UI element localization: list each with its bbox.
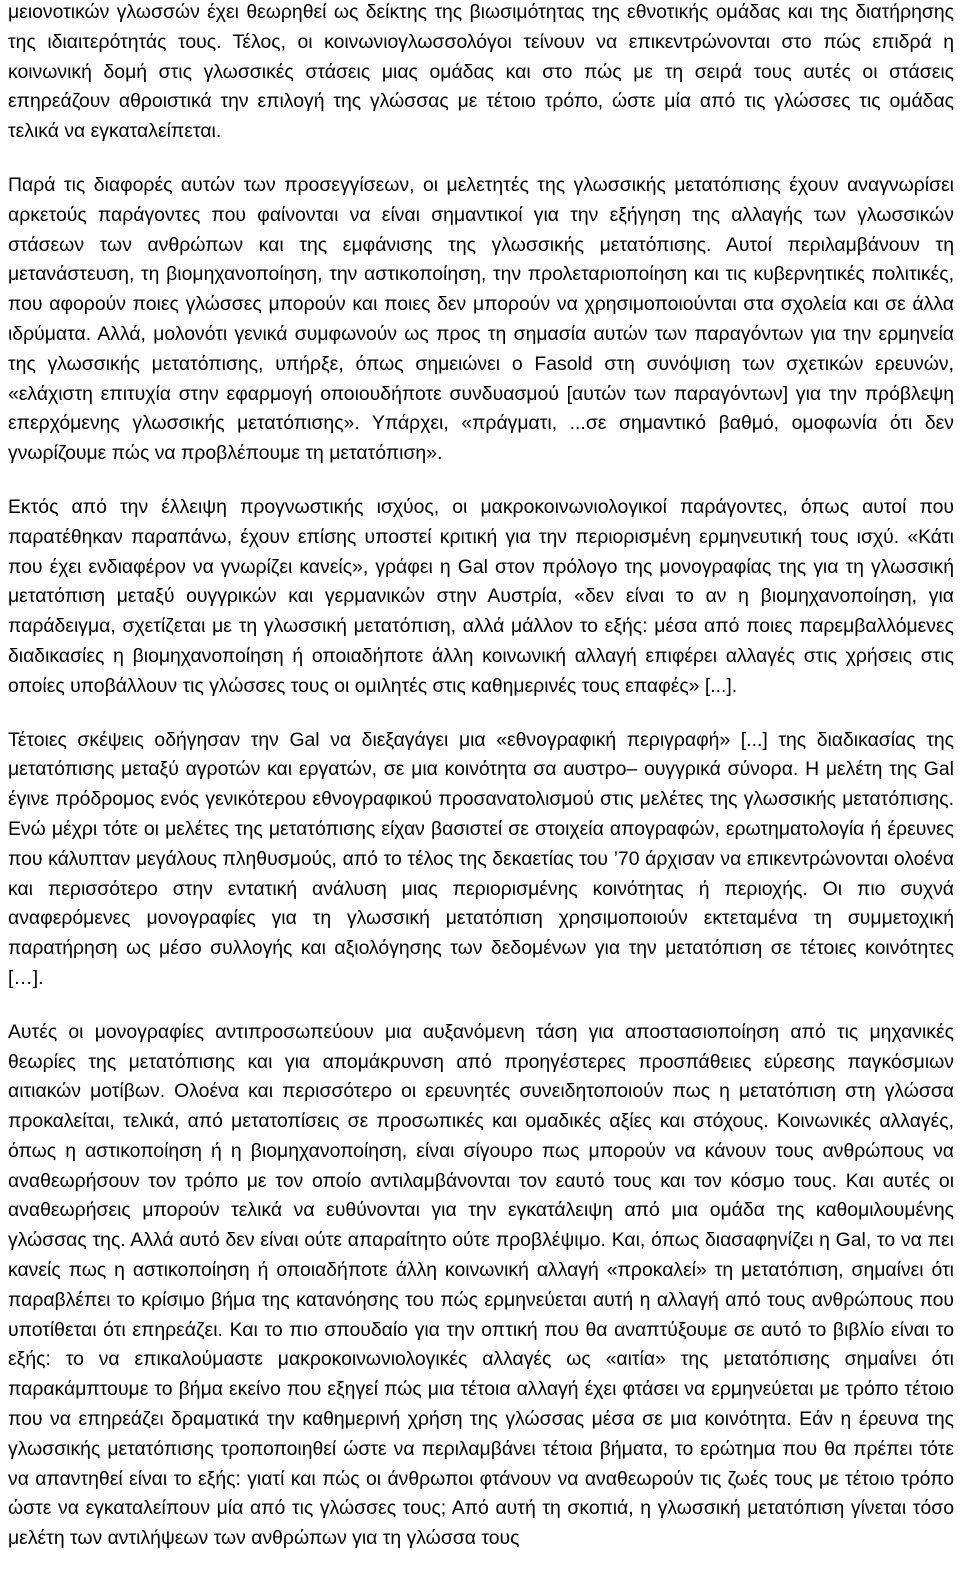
paragraph: Εκτός από την έλλειψη προγνωστικής ισχύος, οι μακροκοινωνιολογικοί παράγοντες, όπως αυτοί που παρατέθηκαν παραπάνω, έχουν επίσης υποστεί κριτική για την περιορισμένη ερμηνευτική τους ισχύ. «Κάτι που έχει ενδιαφέρον να γνωρίζει κανείς», γράφει η Gal στον πρόλογο της μονογραφίας της για τη γλωσσική μετατόπιση μεταξύ ουγγρικών και γερμανικών στην Αυστρία, «δεν είναι το αν η βιομηχανοποίηση, για παράδειγμα, σχετίζεται με τη γλωσσική μετατόπιση, αλλά μάλλον το εξής: μέσα από ποιες παρεμβαλλόμενες διαδικασίες η βιομηχανοποίηση ή οποιαδήποτε άλλη κοινωνική αλλαγή επιφέρει αλλαγές στις χρήσεις στις οποίες υποβάλλουν τις γλώσσες τους οι ομιλητές στις καθημερινές τους επαφές» [...].	[8, 495, 954, 697]
paragraph: Αυτές οι μονογραφίες αντιπροσωπεύουν μια αυξανόμενη τάση για αποστασιοποίηση από τις μηχανικές θεωρίες της μετατόπισης και για απομάκρυνση από προηγέστερες προσπάθειες εύρεσης παγκόσμιων αιτιακών μοτίβων. Ολοένα και περισσότερο οι ερευνητές συνειδητοποιούν πως η μετατόπιση στη γλώσσα προκαλείται, τελικά, από μετατοπίσεις σε προσωπικές και ομαδικές αξίες και στόχους. Κοινωνικές αλλαγές, όπως η αστικοποίηση ή η βιομηχανοποίηση, είναι σίγουρο πως μπορούν να κάνουν τους ανθρώπους να αναθεωρήσουν τον τρόπο με τον οποίο αντιλαμβάνονται τον εαυτό τους και τον κόσμο τους. Και αυτές οι αναθεωρήσεις μπορούν τελικά να ευθύνονται για την εγκατάλειψη από μια ομάδα της καθομιλουμένης γλώσσας της. Αλλά αυτό δεν είναι ούτε απαραίτητο ούτε προβλέψιμο. Και, όπως διασαφηνίζει η Gal, το να πει κανείς πως η αστικοποίηση ή οποιαδήποτε άλλη κοινωνική αλλαγή «προκαλεί» τη μετατόπιση, σημαίνει ότι παραβλέπει το κρίσιμο βήμα της κατανόησης του πώς ερμηνεύεται αυτή η αλλαγή από τους ανθρώπους που υποτίθεται ότι επηρεάζει. Και το πιο σπουδαίο για την οπτική που θα αναπτύξουμε σε αυτό το βιβλίο είναι το εξής: το να επικαλούμαστε μακροκοινωνιολογικές αλλαγές ως «αιτία» της μετατόπισης σημαίνει ότι παρακάμπτουμε το βήμα εκείνο που εξηγεί πώς μια τέτοια αλλαγή έχει φτάσει να ερμηνεύεται με τρόπο τέτοιο που να επηρεάζει δραματικά την καθημερινή χρήση της γλώσσας μέσα σε μια κοινότητα. Εάν η έρευνα της γλωσσικής μετατόπισης τροποποιηθεί ώστε να περιλαμβάνει τέτοια βήματα, το ερώτημα που θα πρέπει τότε να απαντηθεί είναι το εξής: γιατί και πώς οι άνθρωποι φτάνουν να αναθεωρούν τις ζωές τους με τέτοιο τρόπο ώστε να εγκαταλείπουν μία από τις γλώσσες τους; Από αυτή τη σκοπιά, η γλωσσική μετατόπιση γίνεται τόσο μελέτη των αντιλήψεων των ανθρώπων για τη γλώσσα τους	[8, 1020, 954, 1550]
paragraph: Παρά τις διαφορές αυτών των προσεγγίσεων, οι μελετητές της γλωσσικής μετατόπισης έχουν αναγνωρίσει αρκετούς παράγοντες που φαίνονται να είναι σημαντικοί για την εξήγηση της αλλαγής των γλωσσικών στάσεων των ανθρώπων και της εμφάνισης της γλωσσικής μετατόπισης. Αυτοί περιλαμβάνουν τη μετανάστευση, τη βιομηχανοποίηση, την αστικοποίηση, την προλεταριοποίηση και τις κυβερνητικές πολιτικές, που αφορούν ποιες γλώσσες μπορούν και ποιες δεν μπορούν να χρησιμοποιούνται στα σχολεία και σε άλλα ιδρύματα. Αλλά, μολονότι γενικά συμφωνούν ως προς τη σημασία αυτών των παραγόντων για την ερμηνεία της γλωσσικής μετατόπισης, υπήρξε, όπως σημειώνει ο Fasold στη συνόψιση των σχετικών ερευνών, «ελάχιστη επιτυχία στην εφαρμογή οποιουδήποτε συνδυασμού [αυτών των παραγόντων] για την πρόβλεψη επερχόμενης γλωσσικής μετατόπισης». Υπάρχει, «πράγματι, ...σε σημαντικό βαθμό, ομοφωνία ότι δεν γνωρίζουμε πώς να προβλέπουμε τη μετατόπιση».	[8, 173, 954, 465]
document-body	[8, 0, 954, 1578]
paragraph: Τέτοιες σκέψεις οδήγησαν την Gal να διεξαγάγει μια «εθνογραφική περιγραφή» [...] της διαδικασίας της μετατόπισης μεταξύ αγροτών και εργατών, σε μια κοινότητα σα αυστρο– ουγγρικά σύνορα. Η μελέτη της Gal έγινε πρόδρομος ενός γενικότερου εθνογραφικού προσανατολισμού στις μελέτες της γλωσσικής μετατόπισης. Ενώ μέχρι τότε οι μελέτες της μετατόπισης είχαν βασιστεί σε στοιχεία απογραφών, ερωτηματολογία ή έρευνες που κάλυπταν μεγάλους πληθυσμούς, από το τέλος της δεκαετίας του ’70 άρχισαν να επικεντρώνονται ολοένα και περισσότερο στην εντατική ανάλυση μιας περιορισμένης κοινότητας ή περιοχής. Οι πιο συχνά αναφερόμενες μονογραφίες για τη γλωσσική μετατόπιση χρησιμοποιούν εκτεταμένα τη συμμετοχική παρατήρηση ως μέσο συλλογής και αξιολόγησης των δεδομένων για την μετατόπιση σε τέτοιες κοινότητες […].	[8, 728, 954, 989]
paragraph: μειονοτικών γλωσσών έχει θεωρηθεί ως δείκτης της βιωσιμότητας της εθνοτικής ομάδας και της διατήρησης της ιδιαιτερότητάς τους. Τέλος, οι κοινωνιογλωσσολόγοι τείνουν να επικεντρώνονται στο πώς επιδρά η κοινωνική δομή στις γλωσσικές στάσεις μιας ομάδας και στο πώς με τη σειρά τους αυτές οι στάσεις επηρεάζουν αθροιστικά την επιλογή της γλώσσας με τέτοιο τρόπο, ώστε μία από τις γλώσσες τις ομάδας τελικά να εγκαταλείπεται.	[8, 1, 954, 143]
